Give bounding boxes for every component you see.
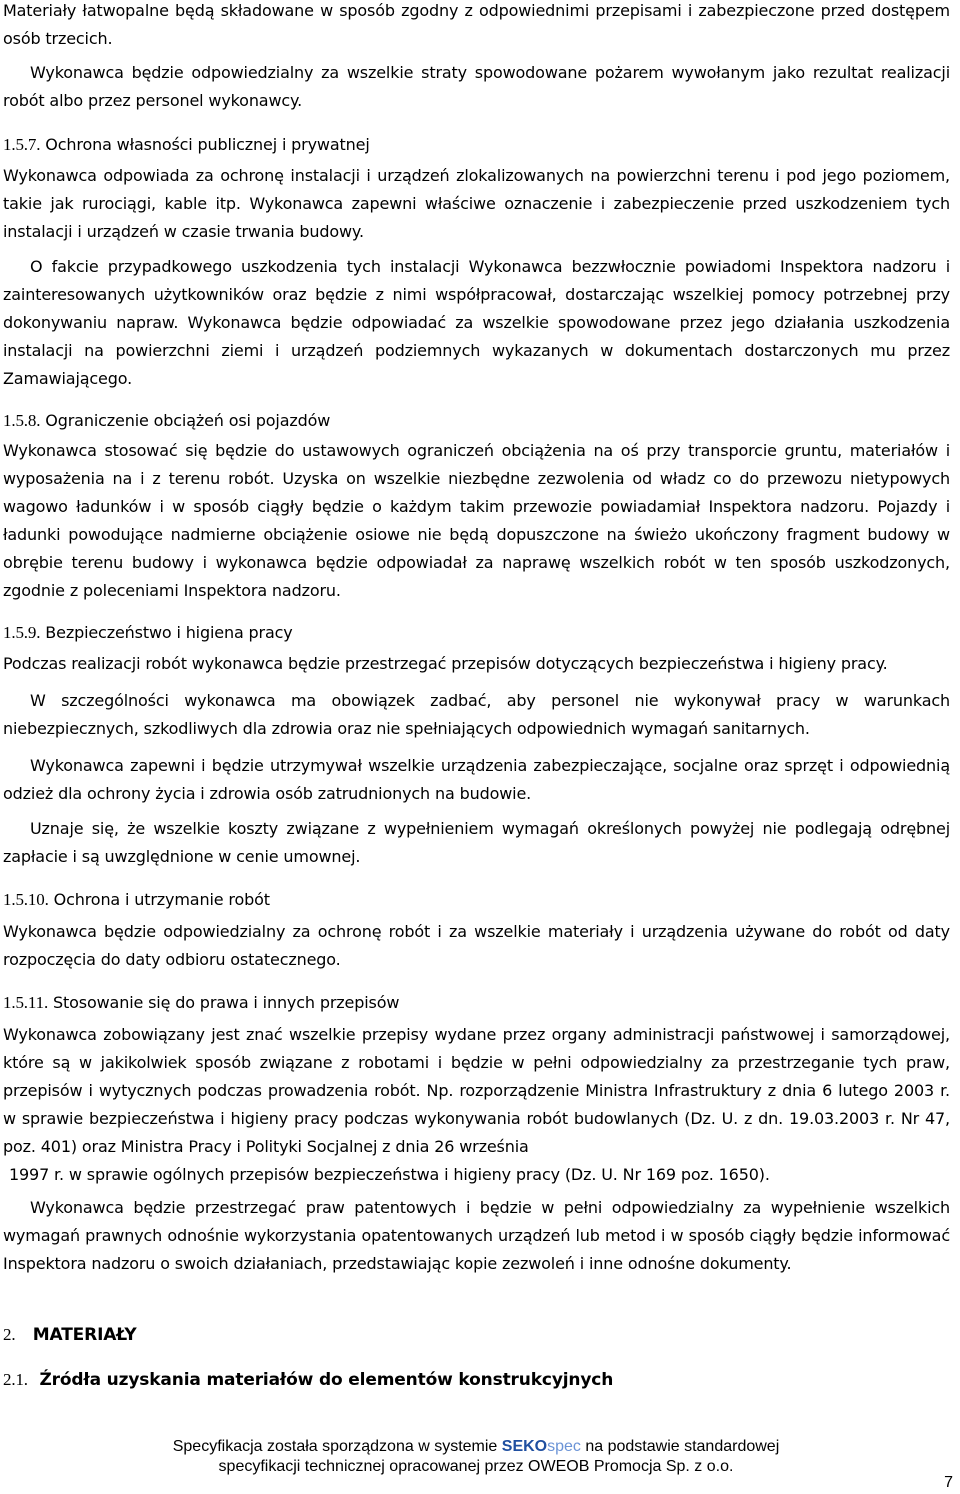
paragraph-text: Wykonawca będzie odpowiedzialny za ochronę robót i za wszelkie materiały i urządzenia używane do robót od daty rozpoczęcia do daty odbioru ostatecznego.: [3, 922, 950, 969]
paragraph-text: Wykonawca będzie przestrzegać praw patentowych i będzie w pełni odpowiedzialny za wypełnienie wszelkich wymagań prawnych odnośnie wykorzystania opatentowanych urządzeń lub metod i w sposób ciągły będzie informować Inspektora nadzoru o swoich działaniach, przedstawiając kopie zezwoleń i inne odnośne dokumenty.: [3, 1198, 950, 1273]
paragraph-regulations: [3, 1021, 950, 1189]
brand-logo-part-2: spec: [547, 1438, 581, 1455]
brand-logo-part-1: SEKO: [501, 1438, 548, 1455]
footer-text: Specyfikacja została sporządzona w systemie: [172, 1438, 502, 1455]
paragraph-property-protection: [3, 162, 950, 246]
section-title: Ograniczenie obciążeń osi pojazdów: [45, 411, 331, 430]
heading-1-5-10: [3, 886, 950, 914]
heading-1-5-9: [3, 619, 950, 647]
paragraph-text: Wykonawca zobowiązany jest znać wszelkie przepisy wydane przez organy administracji państwowej i samorządowej, które są w jakikolwiek sposób związane z robotami i będzie w pełni odpowiedzialny za przestrzeganie tych praw, przepisów i wytycznych podczas prowadzenia robót. Np. rozporządzenie Ministra Infrastruktury z dnia 6 lutego 2003 r. w sprawie bezpieczeństwa i higieny pracy podczas wykonywania robót budowlanych (Dz. U. z dn. 19.03.2003 r. Nr 47, poz. 401) oraz Ministra Pracy i Polityki Socjalnej z dnia 26 września: [3, 1025, 950, 1156]
section-title: Źródła uzyskania materiałów do elementów konstrukcyjnych: [39, 1370, 614, 1390]
footer-line-2: specyfikacji technicznej opracowanej przez OWEOB Promocja Sp. z o.o.: [218, 1458, 734, 1475]
section-title: Bezpieczeństwo i higiena pracy: [45, 623, 293, 642]
paragraph-text: Uznaje się, że wszelkie koszty związane z wypełnieniem wymagań określonych powyżej nie podlegają odrębnej zapłacie i są uwzględnione w cenie umownej.: [3, 819, 950, 866]
paragraph-text: Wykonawca odpowiada za ochronę instalacji i urządzeń zlokalizowanych na powierzchni terenu i pod jego poziomem, takie jak rurociągi, kable itp. Wykonawca zapewni właściwe oznaczenie i zabezpieczenie przed uszkodzeniem tych instalacji i urządzeń w czasie trwania budowy.: [3, 166, 950, 241]
page-footer: [0, 1437, 952, 1477]
section-number: 1.5.10.: [3, 890, 49, 909]
paragraph-text: Wykonawca będzie odpowiedzialny za wszelkie straty spowodowane pożarem wywołanym jako rezultat realizacji robót albo przez personel wykonawcy.: [3, 63, 950, 110]
heading-1-5-8: [3, 407, 950, 435]
paragraph-text: O fakcie przypadkowego uszkodzenia tych instalacji Wykonawca bezzwłocznie powiadomi Inspektora nadzoru i zainteresowanych użytkowników oraz będzie z nimi współpracował, dostarczając wszelkiej pomocy potrzebnej przy dokonywaniu napraw. Wykonawca będzie odpowiadać za wszelkie spowodowane przez jego działania uszkodzenia instalacji na powierzchni ziemi i urządzeń podziemnych wykazanych w dokumentach dostarczonych mu przez Zamawiającego.: [3, 257, 950, 388]
paragraph-text: Podczas realizacji robót wykonawca będzie przestrzegać przepisów dotyczących bezpieczeństwa i higieny pracy.: [3, 654, 888, 673]
section-number: 1.5.8.: [3, 411, 41, 430]
section-number: 1.5.11.: [3, 993, 49, 1012]
section-title: Ochrona i utrzymanie robót: [53, 890, 270, 909]
section-title: Ochrona własności publicznej i prywatnej: [45, 135, 370, 154]
paragraph-flammable: [3, 0, 950, 53]
heading-1-5-7: [3, 131, 950, 159]
paragraph-text: Wykonawca zapewni i będzie utrzymywał wszelkie urządzenia zabezpieczające, socjalne oraz sprzęt i odpowiednią odzież dla ochrony życia i zdrowia osób zatrudnionych na budowie.: [3, 756, 950, 803]
paragraph-axle-load: [3, 437, 950, 605]
paragraph-fire-liability: [3, 59, 950, 115]
section-title: Stosowanie się do prawa i innych przepisów: [53, 993, 400, 1012]
footer-text: na podstawie standardowej: [580, 1438, 780, 1455]
section-number: 2.: [3, 1325, 16, 1344]
paragraph-personnel: [3, 687, 950, 743]
paragraph-patents: [3, 1194, 950, 1278]
paragraph-text: W szczególności wykonawca ma obowiązek zadbać, aby personel nie wykonywał pracy w warunkach niebezpiecznych, szkodliwych dla zdrowia oraz nie spełniających odpowiednich wymagań sanitarnych.: [3, 691, 950, 738]
section-title: MATERIAŁY: [32, 1325, 137, 1345]
paragraph-text-continued: 1997 r. w sprawie ogólnych przepisów bezpieczeństwa i higieny pracy (Dz. U. Nr 169 poz. 1650).: [9, 1165, 770, 1184]
section-number: 1.5.9.: [3, 623, 41, 642]
footer-line-1: [0, 1437, 952, 1457]
paragraph-works-protection: [3, 918, 950, 974]
paragraph-safety: [3, 650, 950, 678]
paragraph-text: Materiały łatwopalne będą składowane w sposób zgodny z odpowiednimi przepisami i zabezpieczone przed dostępem osób trzecich.: [3, 1, 950, 48]
section-number: 1.5.7.: [3, 135, 41, 154]
paragraph-equipment: [3, 752, 950, 808]
paragraph-costs: [3, 815, 950, 871]
heading-2: [3, 1321, 950, 1349]
paragraph-text: Wykonawca stosować się będzie do ustawowych ograniczeń obciążenia na oś przy transporcie gruntu, materiałów i wyposażenia na i z terenu robót. Uzyska on wszelkie niezbędne zezwolenia od władz co do przewozu nietypowych wagowo ładunków i w sposób ciągły będzie o każdym takim przewozie powiadamiał Inspektora nadzoru. Pojazdy i ładunki powodujące nadmierne obciążenie osiowe nie będą dopuszczone na świeżo ukończony fragment budowy w obrębie terenu budowy i wykonawca będzie odpowiadał za naprawę wszelkich robót w ten sposób uszkodzonych, zgodnie z poleceniami Inspektora nadzoru.: [3, 441, 950, 600]
section-number: 2.1.: [3, 1370, 28, 1389]
page-number: 7: [944, 1474, 953, 1491]
heading-1-5-11: [3, 989, 950, 1017]
paragraph-damage: [3, 253, 950, 393]
heading-2-1: [3, 1366, 950, 1394]
